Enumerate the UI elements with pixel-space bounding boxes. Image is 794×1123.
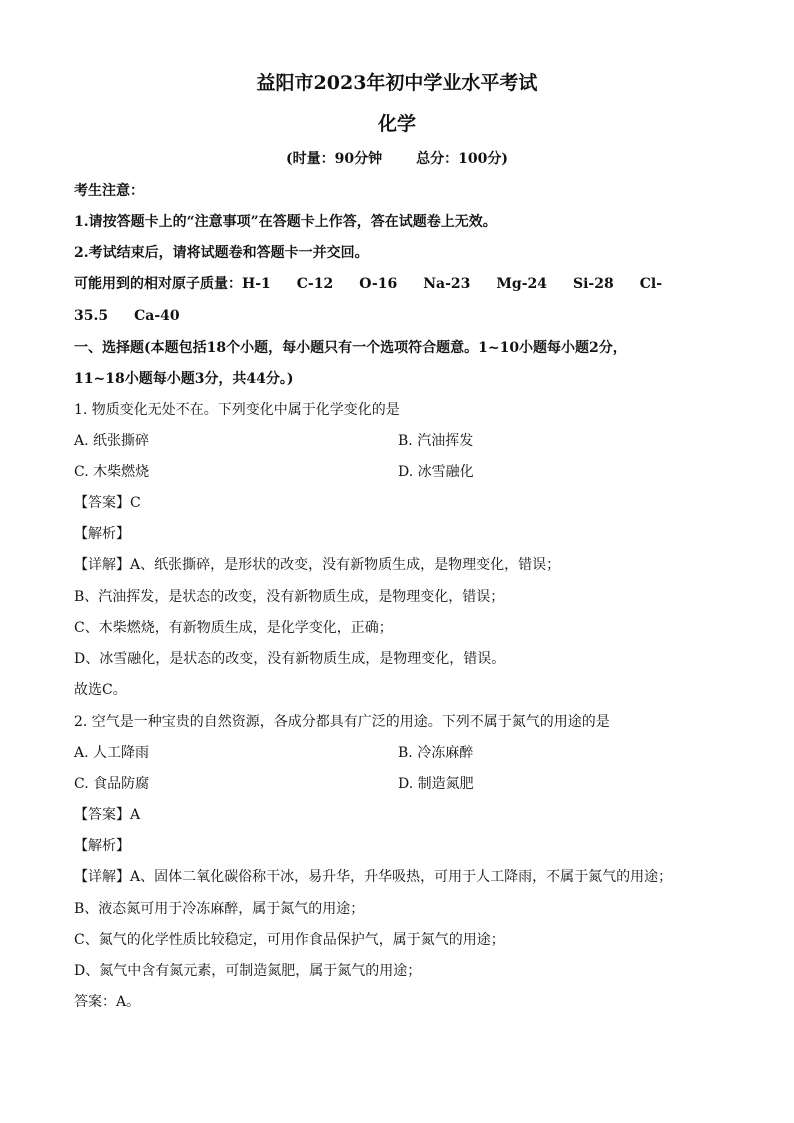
q2-option-a: A. 人工降雨 [74, 745, 150, 761]
subject-title: 化学 [377, 113, 416, 135]
masses-label: 可能用到的相对原子质量：H-1 [74, 276, 271, 292]
q1-analysis: 【解析】 [74, 526, 130, 542]
q1-conclusion: 故选C。 [74, 682, 127, 698]
q2-detail-4: D、氮气中含有氮元素，可制造氮肥，属于氮气的用途； [74, 963, 422, 979]
q2-detail-3: C、氮气的化学性质比较稳定，可用作食品保护气，属于氮气的用途； [74, 932, 505, 948]
q2-conclusion: 答案：A。 [74, 994, 141, 1010]
exam-title: 益阳市2023年初中学业水平考试 [256, 72, 538, 94]
q2-analysis: 【解析】 [74, 838, 130, 854]
notice-item-1: 1.请按答题卡上的“注意事项”在答题卡上作答，答在试题卷上无效。 [74, 214, 497, 230]
q2-option-d: D. 制造氮肥 [398, 776, 474, 792]
q1-detail-3: C、木柴燃烧，有新物质生成，是化学变化，正确； [74, 620, 393, 636]
q1-option-a: A. 纸张撕碎 [74, 433, 150, 449]
mass-na: Na-23 [423, 276, 471, 292]
q1-answer: 【答案】C [74, 495, 141, 511]
section-heading-line2: 11~18小题每小题3分，共44分。) [74, 371, 294, 387]
q1-detail-2: B、汽油挥发，是状态的改变，没有新物质生成，是物理变化，错误； [74, 589, 505, 605]
q1-detail-1: 【详解】A、纸张撕碎，是形状的改变，没有新物质生成，是物理变化，错误； [74, 557, 561, 573]
mass-cl-cont: 35.5 [74, 308, 109, 324]
q2-detail-1: 【详解】A、固体二氧化碳俗称干冰，易升华，升华吸热，可用于人工降雨，不属于氮气的用途； [74, 869, 673, 885]
notice-item-2: 2.考试结束后，请将试题卷和答题卡一并交回。 [74, 245, 369, 261]
mass-ca: Ca-40 [134, 308, 180, 324]
q1-detail-4: D、冰雪融化，是状态的改变，没有新物质生成，是物理变化，错误。 [74, 651, 506, 667]
mass-cl: Cl- [639, 276, 663, 292]
q1-stem: 1. 物质变化无处不在。下列变化中属于化学变化的是 [74, 402, 400, 418]
atomic-masses-cont [74, 306, 180, 326]
q2-option-c: C. 食品防腐 [74, 776, 150, 792]
exam-meta [0, 149, 794, 169]
notice-label: 考生注意： [74, 183, 144, 199]
mass-mg: Mg-24 [496, 276, 547, 292]
section-heading-line1: 一、选择题(本题包括18个小题，每小题只有一个选项符合题意。1~10小题每小题2分， [74, 340, 627, 356]
atomic-masses [74, 274, 662, 294]
q1-option-c: C. 木柴燃烧 [74, 464, 150, 480]
q2-detail-2: B、液态氮可用于冷冻麻醉，属于氮气的用途； [74, 901, 365, 917]
q1-option-b: B. 汽油挥发 [398, 433, 474, 449]
mass-si: Si-28 [573, 276, 614, 292]
q1-option-d: D. 冰雪融化 [398, 464, 474, 480]
mass-c: C-12 [296, 276, 334, 292]
q2-answer: 【答案】A [74, 807, 141, 823]
q2-stem: 2. 空气是一种宝贵的自然资源，各成分都具有广泛的用途。下列不属于氮气的用途的是 [74, 714, 610, 730]
q2-option-b: B. 冷冻麻醉 [398, 745, 474, 761]
score-info: 总分：100分) [416, 151, 508, 167]
mass-o: O-16 [359, 276, 398, 292]
time-info: (时量：90分钟 [286, 151, 383, 167]
